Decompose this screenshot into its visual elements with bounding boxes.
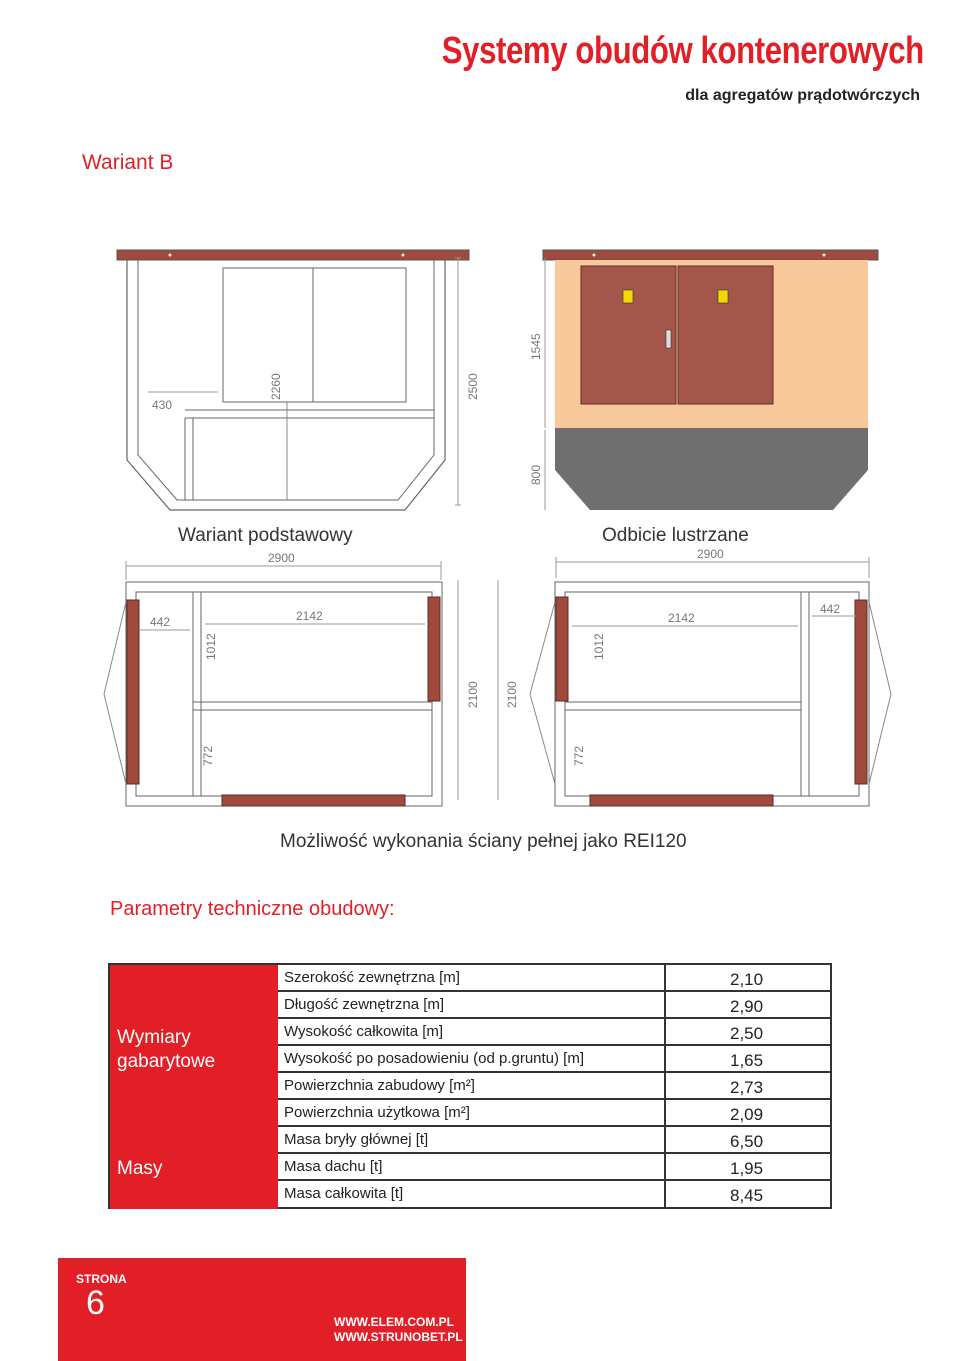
plan-left-442: 442 [150,615,171,629]
table-row: Masa całkowita [t] 8,45 [278,1181,830,1208]
page-number: 6 [86,1284,105,1322]
plan-left-2100-b: 2100 [505,681,519,708]
params-table [108,963,832,1209]
plan-right-2142: 2142 [668,611,695,625]
footer-bar [58,1258,466,1361]
caption-mirror-variant: Odbicie lustrzane [602,525,749,546]
table-row: Długość zewnętrzna [m] 2,90 [278,992,830,1019]
table-row: Powierzchnia użytkowa [m²] 2,09 [278,1100,830,1127]
table-row: Wysokość po posadowieniu (od p.gruntu) [m] 1,65 [278,1046,830,1073]
table-row: Powierzchnia zabudowy [m²] 2,73 [278,1073,830,1100]
dim-right-800: 800 [529,464,543,485]
warning-sign-left [623,290,633,303]
page-subtitle: dla agregatów prądotwórczych [685,87,920,104]
caption-basic-variant: Wariant podstawowy [178,525,353,546]
footer-url-strunobet[interactable]: WWW.STRUNOBET.PL [334,1330,463,1344]
plan-left-2900: 2900 [268,551,295,565]
category-masses: Masy [110,1127,278,1209]
door-handle [666,330,671,348]
plan-left-772: 772 [201,745,215,766]
variant-label: Wariant B [82,151,174,174]
right-base [555,428,868,510]
plan-left-1012: 1012 [204,633,218,660]
plan-right-772: 772 [572,745,586,766]
wall-note: Możliwość wykonania ściany pełnej jako REI120 [280,831,687,852]
dim-right-1545: 1545 [529,333,543,360]
table-row: Masa bryły głównej [t] 6,50 [278,1127,830,1154]
right-door-right [678,266,773,404]
plan-left-2142: 2142 [296,609,323,623]
params-title: Parametry techniczne obudowy: [110,898,395,920]
right-elevation [543,250,878,510]
page-title: Systemy obudów kontenerowych [442,30,924,72]
plan-right-2900: 2900 [697,547,724,561]
dim-left-2260: 2260 [269,373,283,400]
table-row: Szerokość zewnętrzna [m] 2,10 [278,965,830,992]
dim-left-2500: 2500 [466,373,480,400]
footer-url-elem[interactable]: WWW.ELEM.COM.PL [334,1315,454,1329]
warning-sign-right [718,290,728,303]
right-plan [530,557,891,806]
category-dimensions: Wymiary gabarytowe [110,965,278,1127]
table-row: Wysokość całkowita [m] 2,50 [278,1019,830,1046]
table-row: Masa dachu [t] 1,95 [278,1154,830,1181]
right-door-left [581,266,676,404]
plan-right-1012: 1012 [592,633,606,660]
left-plan [104,561,498,806]
page-label: STRONA [76,1272,127,1286]
plan-left-2100-a: 2100 [466,681,480,708]
plan-right-442: 442 [820,602,841,616]
dim-left-430: 430 [152,398,173,412]
left-elevation [117,250,469,510]
